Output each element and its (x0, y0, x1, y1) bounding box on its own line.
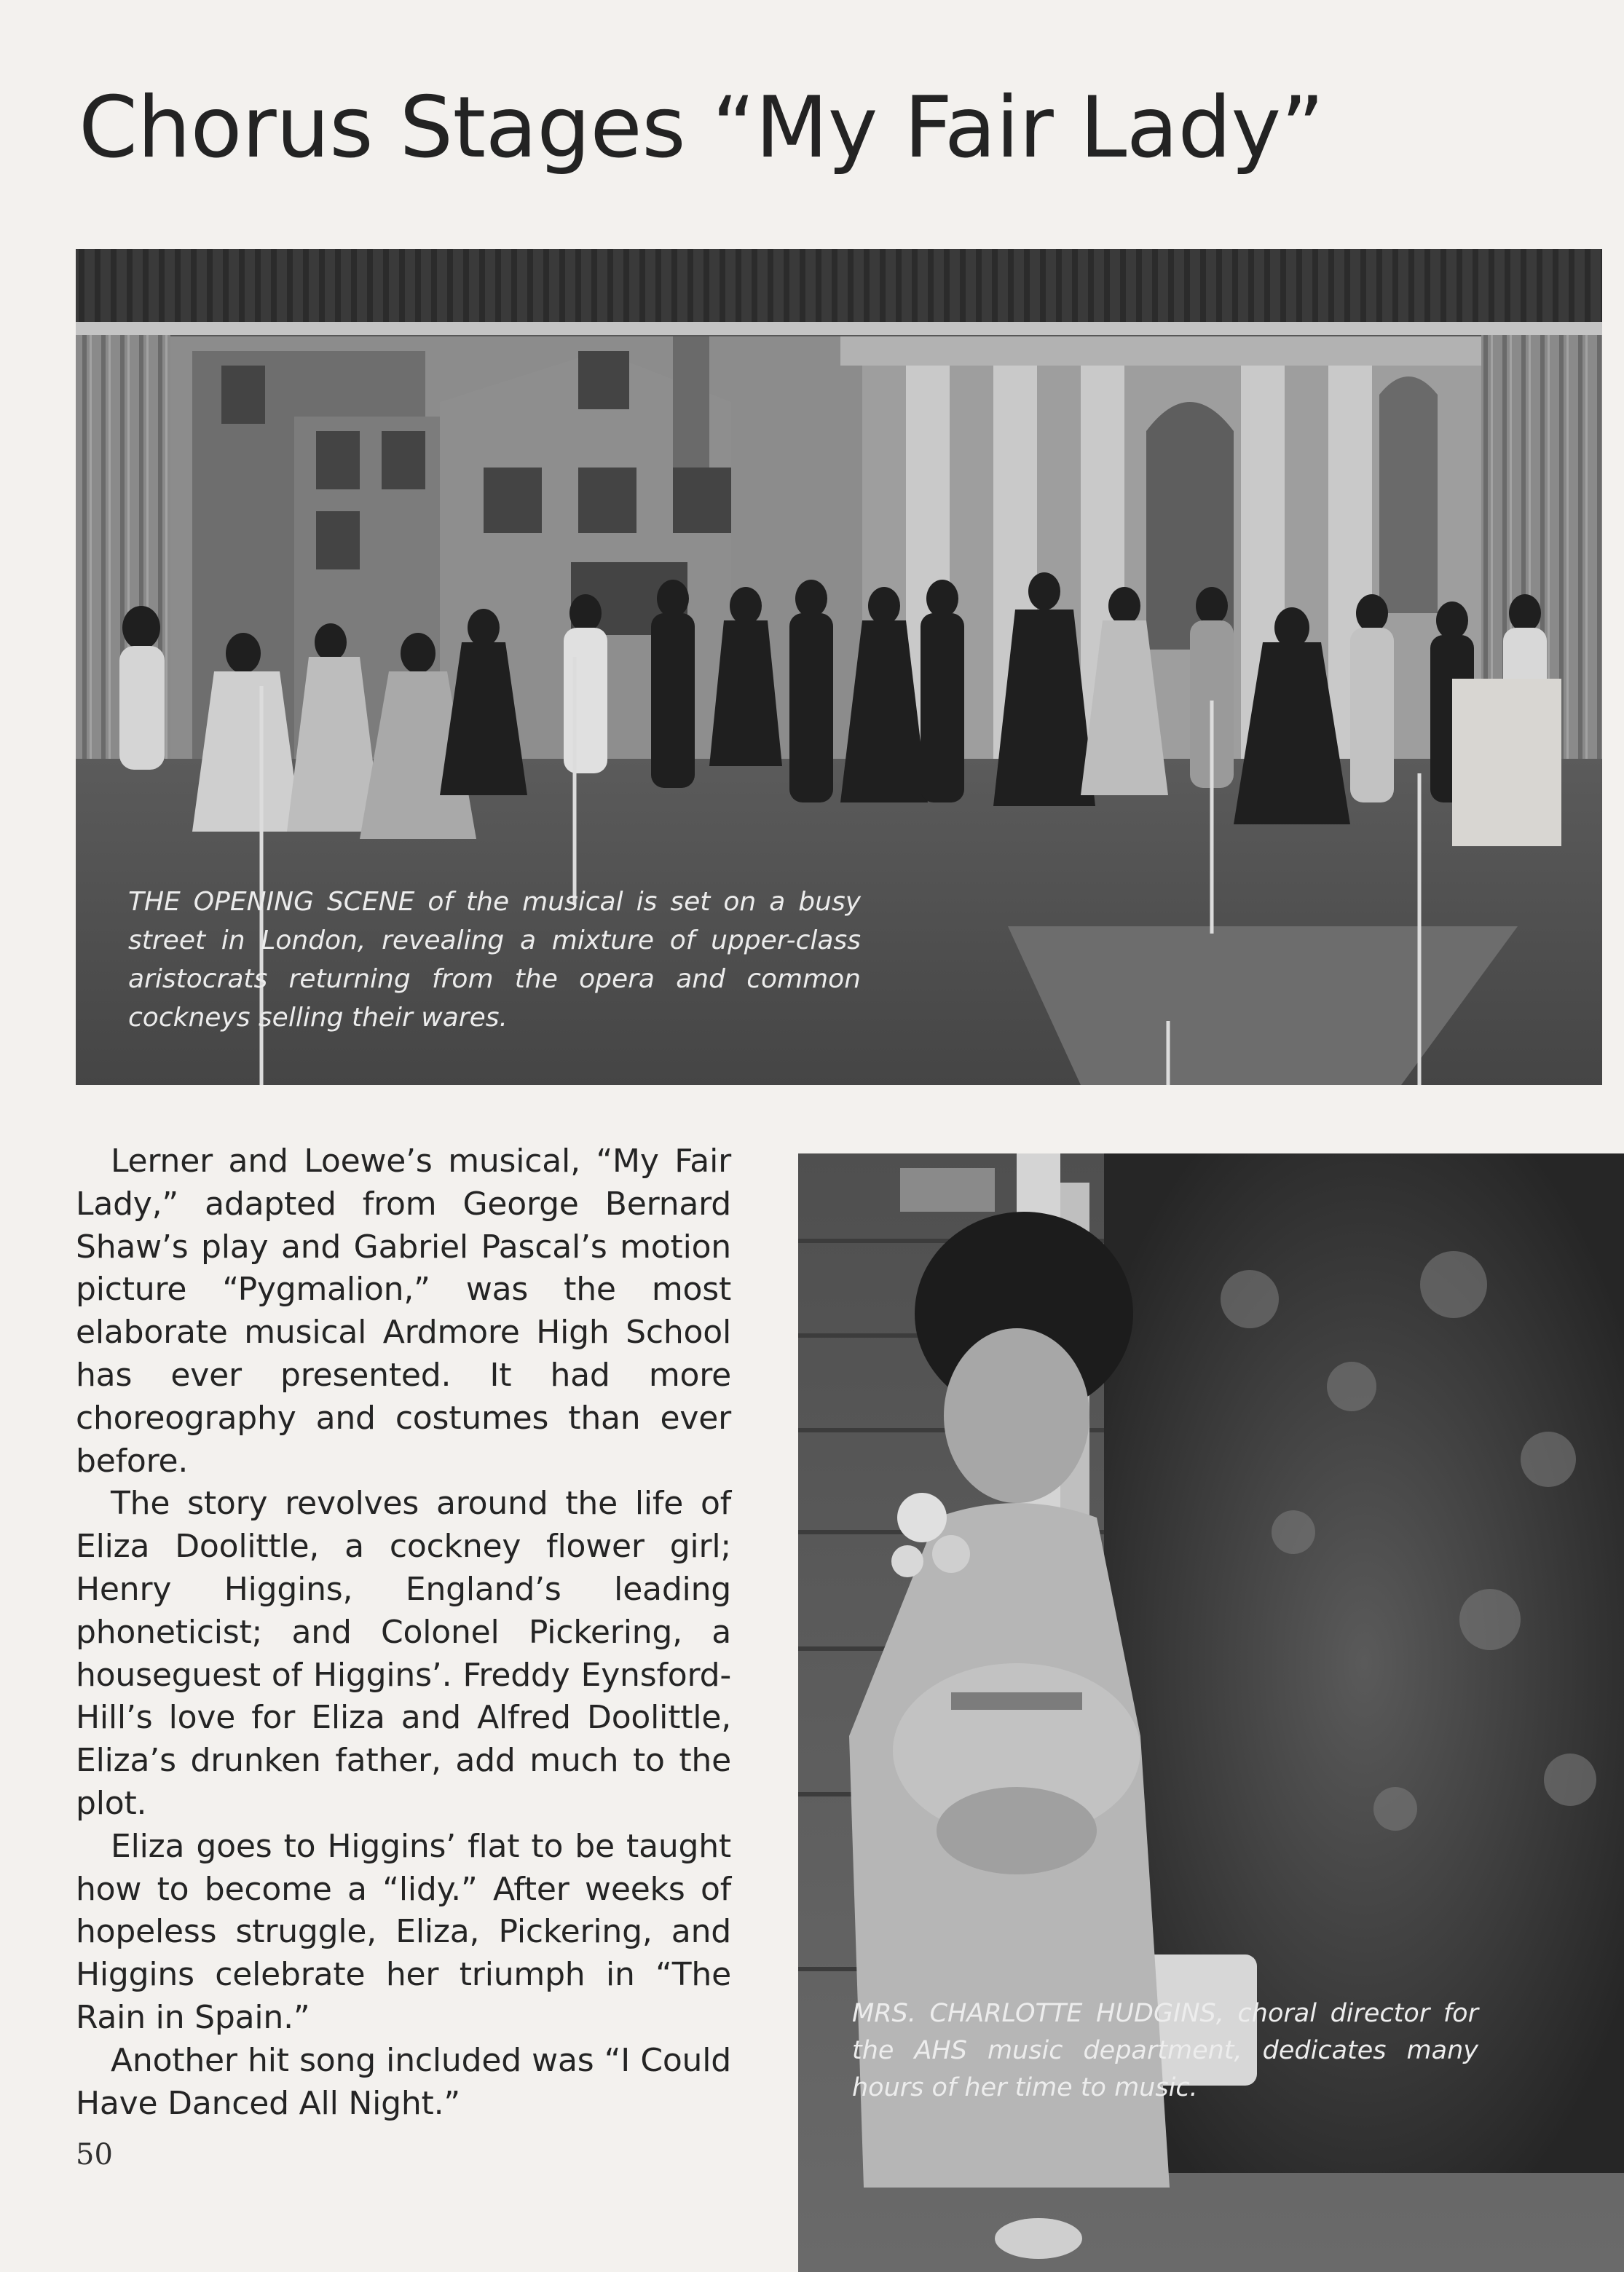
article-paragraph: Lerner and Loewe’s musical, “My Fair Lady,” adapted from George Bernard Shaw’s play and Gabriel Pascal’s motion picture “Pygmalion,” was the most elaborate musical Ardmore High School has ever presented. It had more choreography and costumes than ever before. (76, 1143, 731, 1480)
director-photo-caption: MRS. CHARLOTTE HUDGINS, choral director for the AHS music department, dedicates many hours of her time to music. (852, 1999, 1478, 2102)
page-title: Chorus Stages “My Fair Lady” (79, 79, 1325, 177)
article-paragraph: Eliza goes to Higgins’ flat to be taught how to become a “lidy.” After weeks of hopeless struggle, Eliza, Pickering, and Higgins celebrate her triumph in “The Rain in Spain.” (76, 1827, 731, 2036)
article-body (76, 1140, 731, 2125)
article-paragraph: The story revolves around the life of Eliza Doolittle, a cockney flower girl; Henry Higgins, England’s leading phoneticist; and Colonel Pickering, a houseguest of Higgins’. Freddy Eynsford-Hill’s love for Eliza and Alfred Doolittle, Eliza’s drunken father, add much to the plot. (76, 1485, 731, 1822)
stage-photo-caption: THE OPENING SCENE of the musical is set on a busy street in London, revealing a mixture of upper-class aristocrats returning from the opera and common cockneys selling their wares. (128, 887, 861, 1033)
article-paragraph: Another hit song included was “I Could Have Danced All Night.” (76, 2041, 731, 2122)
stage-photo (76, 249, 1602, 1085)
director-photo (798, 1153, 1624, 2272)
page-number: 50 (76, 2138, 113, 2172)
